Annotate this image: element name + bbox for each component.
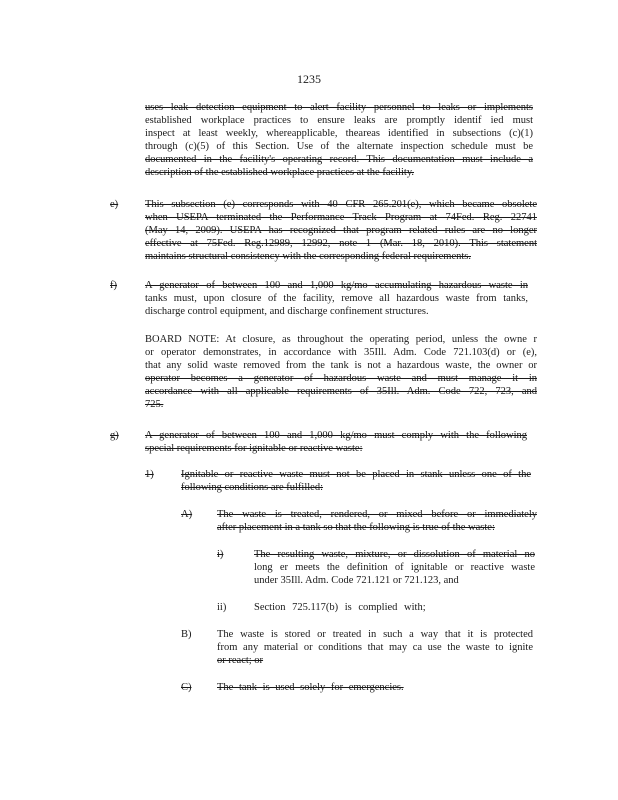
text-line: The waste is stored or treated in such a way that it is protected: [217, 629, 533, 640]
paragraph-g1: [181, 468, 531, 494]
text-line: 725.: [145, 399, 164, 411]
paragraph-B: [217, 628, 533, 667]
text-line: tanks must, upon closure of the facility, remove all hazardous waste from tanks,: [145, 293, 528, 305]
text-line: after placement in a tank so that the following is true of the waste:: [217, 522, 495, 534]
text-line: when USEPA terminated the Performance Track Program at 74Fed. Reg. 22741: [145, 212, 537, 224]
label-ii: ii): [217, 602, 227, 613]
paragraph-e: [145, 198, 537, 263]
text-line: documented in the facility's operating record. This documentation must include a: [145, 154, 533, 166]
text-line: or operator demonstrates, in accordance with 35Ill. Adm. Code 721.103(d) or (e),: [145, 347, 537, 359]
text-line: or react; or: [217, 655, 264, 667]
text-line: description of the established workplace practices at the facility.: [145, 167, 415, 179]
text-line: following conditions are fulfilled:: [181, 482, 324, 494]
board-note: [145, 333, 537, 412]
label-g1: 1): [145, 469, 154, 480]
text-line: uses leak detection equipment to alert facility personnel to leaks or implements: [145, 102, 533, 113]
text-line: Ignitable or reactive waste must not be placed in stank unless one of the: [181, 469, 531, 480]
text-line: A generator of between 100 and 1,000 kg/mo must comply with the following: [145, 430, 527, 441]
text-line: inspect at least weekly, whereapplicable, theareas identified in subsections (c)(1): [145, 128, 533, 140]
paragraph-ii: Section 725.117(b) is complied with;: [254, 602, 426, 613]
page-number: 1235: [297, 72, 321, 86]
text-line: established workplace practices to ensure leaks are promptly identif ied must: [145, 115, 533, 127]
text-line: from any material or conditions that may ca use the waste to ignite: [217, 642, 533, 654]
text-line: (May 14, 2009). USEPA has recognized that program related rules are no longer: [145, 225, 537, 237]
paragraph-intro: [145, 101, 533, 180]
text-line: BOARD NOTE: At closure, as throughout the operating period, unless the owne r: [145, 334, 537, 345]
label-i: i): [217, 549, 224, 560]
text-line: This subsection (e) corresponds with 40 CFR 265.201(e), which became obsolete: [145, 199, 537, 210]
text-line: under 35Ill. Adm. Code 721.121 or 721.123, and: [254, 575, 459, 587]
text-line: operator becomes a generator of hazardous waste and must manage it in: [145, 373, 537, 385]
label-e: e): [110, 199, 119, 210]
label-C: C): [181, 682, 192, 693]
text-line: The waste is treated, rendered, or mixed before or immediately: [217, 509, 537, 520]
label-A: A): [181, 509, 193, 520]
paragraph-g: [145, 429, 527, 455]
label-g: g): [110, 430, 119, 441]
text-line: The resulting waste, mixture, or dissolution of material no: [254, 549, 535, 560]
paragraph-i: [254, 548, 535, 587]
text-line: discharge control equipment, and discharge confinement structures.: [145, 306, 429, 318]
text-line: that any solid waste removed from the tank is not a hazardous waste, the owner or: [145, 360, 537, 372]
text-line: through (c)(5) of this Section. Use of the alternate inspection schedule must be: [145, 141, 533, 153]
label-f: f): [110, 280, 117, 291]
label-B: B): [181, 629, 192, 640]
text-line: effective at 75Fed. Reg.12989, 12992, note 1 (Mar. 18, 2010). This statement: [145, 238, 537, 250]
text-line: long er meets the definition of ignitable or reactive waste: [254, 562, 535, 574]
text-line: A generator of between 100 and 1,000 kg/mo accumulating hazardous waste in: [145, 280, 528, 291]
paragraph-f: [145, 279, 528, 318]
text-line: accordance with all applicable requirements of 35Ill. Adm. Code 722, 723, and: [145, 386, 537, 398]
paragraph-C: The tank is used solely for emergencies.: [217, 682, 404, 693]
text-line: special requirements for ignitable or reactive waste:: [145, 443, 363, 455]
text-line: maintains structural consistency with the corresponding federal requirements.: [145, 251, 471, 263]
paragraph-A: [217, 508, 537, 534]
